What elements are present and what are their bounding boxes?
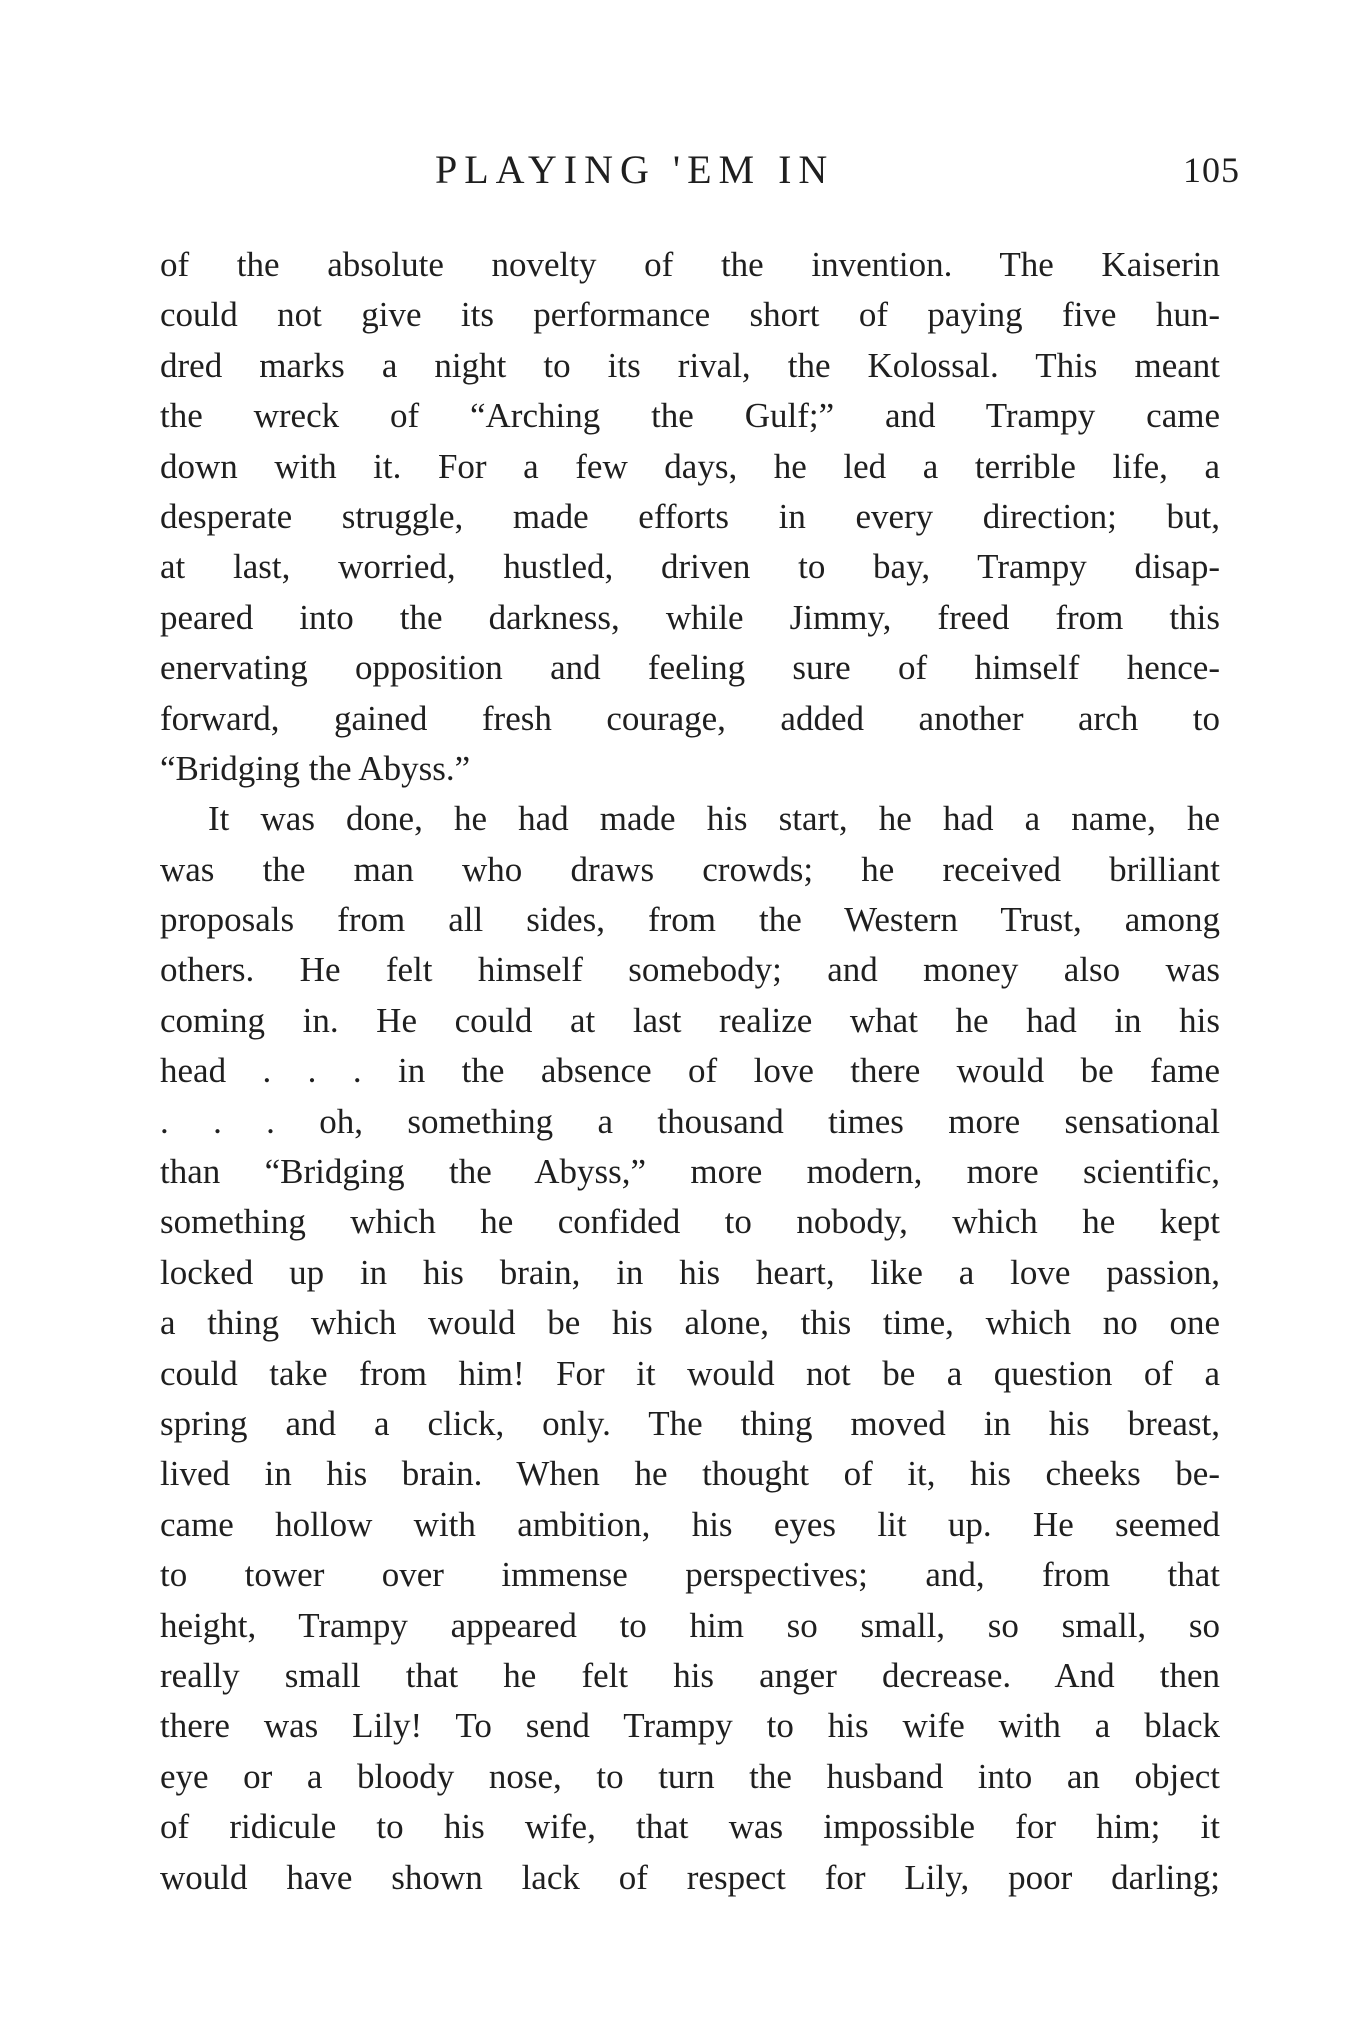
text-line: spring and a click, only. The thing moved in his breast,	[160, 1403, 1220, 1443]
paragraph-2	[160, 794, 1220, 1903]
text-line: coming in. He could at last realize what he had in his	[160, 1000, 1220, 1040]
text-line: forward, gained fresh courage, added another arch to	[160, 698, 1220, 738]
text-line: down with it. For a few days, he led a terrible life, a	[160, 446, 1220, 486]
text-line: head . . . in the absence of love there would be fame	[160, 1051, 1220, 1091]
text-line: there was Lily! To send Trampy to his wife with a black	[160, 1706, 1220, 1746]
running-title: PLAYING 'EM IN	[435, 147, 835, 192]
text-line: the wreck of “Arching the Gulf;” and Trampy came	[160, 396, 1220, 436]
text-line: desperate struggle, made efforts in every direction; but,	[160, 496, 1220, 536]
page-number: 105	[1183, 150, 1240, 190]
text-line: could not give its performance short of paying five hun-	[160, 295, 1220, 335]
text-line: to tower over immense perspectives; and, from that	[160, 1555, 1220, 1595]
text-line: peared into the darkness, while Jimmy, freed from this	[160, 597, 1220, 637]
text-line: came hollow with ambition, his eyes lit up. He seemed	[160, 1504, 1220, 1544]
text-line: “Bridging the Abyss.”	[160, 748, 471, 788]
text-line: . . . oh, something a thousand times more sensational	[160, 1101, 1220, 1141]
text-line: It was done, he had made his start, he had a name, he	[208, 799, 1220, 839]
running-head	[160, 140, 1240, 200]
text-line: something which he confided to nobody, which he kept	[160, 1202, 1220, 1242]
text-line: proposals from all sides, from the Western Trust, among	[160, 900, 1220, 940]
text-line: enervating opposition and feeling sure of himself hence-	[160, 648, 1220, 688]
text-line: eye or a bloody nose, to turn the husband into an object	[160, 1756, 1220, 1796]
text-line: locked up in his brain, in his heart, like a love passion,	[160, 1252, 1220, 1292]
text-line: lived in his brain. When he thought of it, his cheeks be-	[160, 1454, 1220, 1494]
text-line: could take from him! For it would not be a question of a	[160, 1353, 1220, 1393]
text-line: others. He felt himself somebody; and money also was	[160, 950, 1220, 990]
text-line: a thing which would be his alone, this time, which no one	[160, 1303, 1220, 1343]
text-line: of the absolute novelty of the invention. The Kaiserin	[160, 245, 1220, 284]
text-line: would have shown lack of respect for Lily, poor darling;	[160, 1857, 1220, 1897]
text-line: really small that he felt his anger decrease. And then	[160, 1655, 1220, 1695]
body-text	[160, 240, 1220, 1903]
text-line: of ridicule to his wife, that was impossible for him; it	[160, 1807, 1220, 1847]
text-line: at last, worried, hustled, driven to bay, Trampy disap-	[160, 547, 1220, 587]
text-line: height, Trampy appeared to him so small, so small, so	[160, 1605, 1220, 1645]
paragraph-1	[160, 240, 1220, 794]
text-line: was the man who draws crowds; he received brilliant	[160, 849, 1220, 889]
text-line: than “Bridging the Abyss,” more modern, more scientific,	[160, 1152, 1220, 1192]
text-line: dred marks a night to its rival, the Kolossal. This meant	[160, 345, 1220, 385]
